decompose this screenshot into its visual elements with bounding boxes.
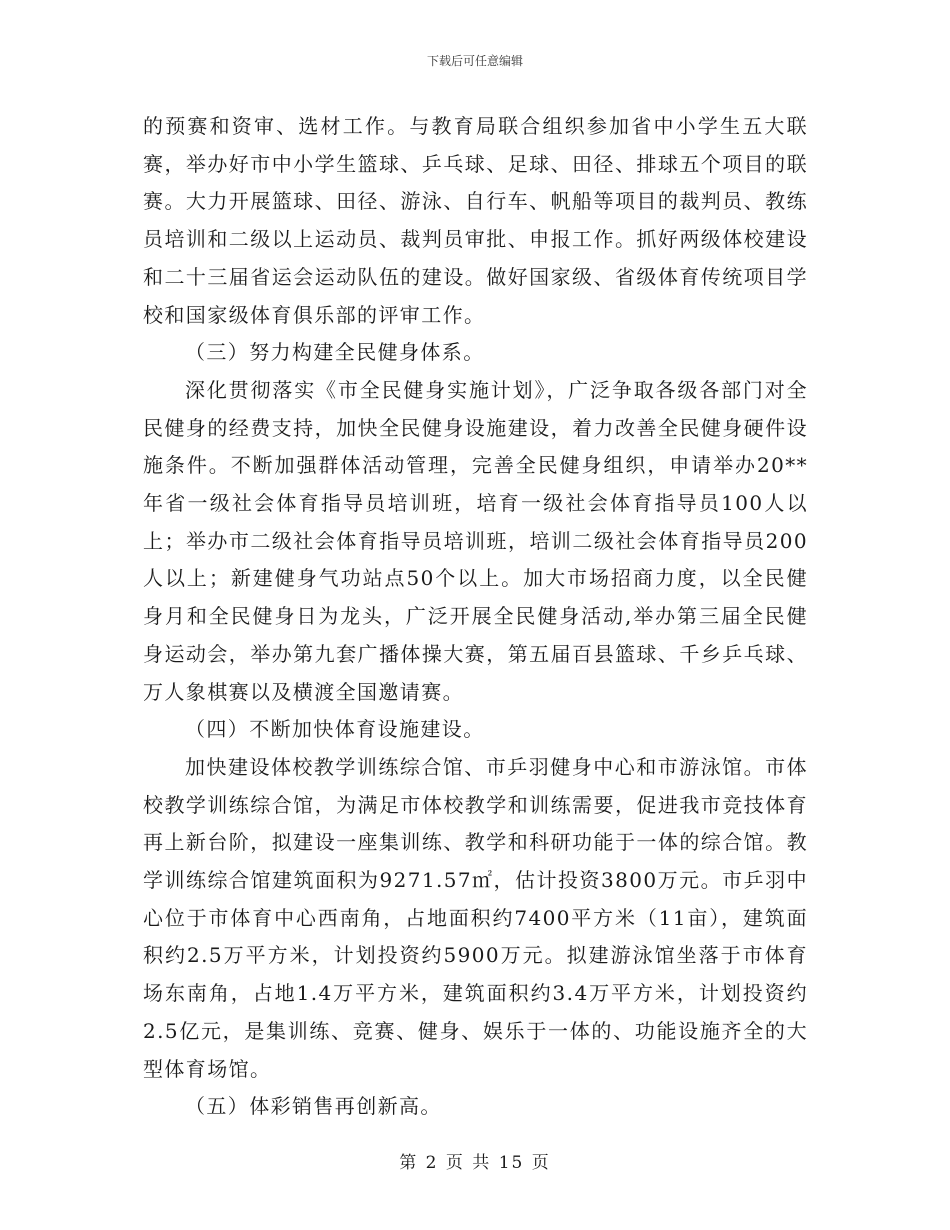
section-heading-5: （五）体彩销售再创新高。 <box>185 1094 442 1119</box>
page-number-footer: 第 2 页 共 15 页 <box>399 1153 551 1173</box>
section-heading-3: （三）努力构建全民健身体系。 <box>185 340 485 365</box>
page-header: 下载后可任意编辑 <box>426 54 523 68</box>
document-body <box>143 108 808 1126</box>
paragraph-fitness-system: 深化贯彻落实《市全民健身实施计划》，广泛争取各级各部门对全民健身的经费支持，加快全民健身设施建设，着力改善全民健身硬件设施条件。不断加强群体活动管理，完善全民健身组织，申请举办20**年省一级社会体育指导员培训班，培育一级社会体育指导员100人以上；举办市二级社会体育指导员培训班，培训二级社会体育指导员200人以上；新建健身气功站点50个以上。加大市场招商力度，以全民健身月和全民健身日为龙头，广泛开展全民健身活动,举办第三届全民健身运动会，举办第九套广播体操大赛，第五届百县篮球、千乡乒乓球、万人象棋赛以及横渡全国邀请赛。 <box>143 377 808 704</box>
section-heading-4: （四）不断加快体育设施建设。 <box>185 717 485 742</box>
paragraph-facilities: 加快建设体校教学训练综合馆、市乒羽健身中心和市游泳馆。市体校教学训练综合馆，为满足市体校教学和训练需要，促进我市竞技体育再上新台阶，拟建设一座集训练、教学和科研功能于一体的综合馆。教学训练综合馆建筑面积为9271.57㎡，估计投资3800万元。市乒羽中心位于市体育中心西南角，占地面积约7400平方米（11亩），建筑面积约2.5万平方米，计划投资约5900万元。拟建游泳馆坐落于市体育场东南角，占地1.4万平方米，建筑面积约3.4万平方米，计划投资约2.5亿元，是集训练、竞赛、健身、娱乐于一体的、功能设施齐全的大型体育场馆。 <box>143 754 808 1081</box>
paragraph-continuation: 的预赛和资审、选材工作。与教育局联合组织参加省中小学生五大联赛，举办好市中小学生篮球、乒乓球、足球、田径、排球五个项目的联赛。大力开展篮球、田径、游泳、自行车、帆船等项目的裁判员、教练员培训和二级以上运动员、裁判员审批、申报工作。抓好两级体校建设和二十三届省运会运动队伍的建设。做好国家级、省级体育传统项目学校和国家级体育俱乐部的评审工作。 <box>143 114 808 327</box>
